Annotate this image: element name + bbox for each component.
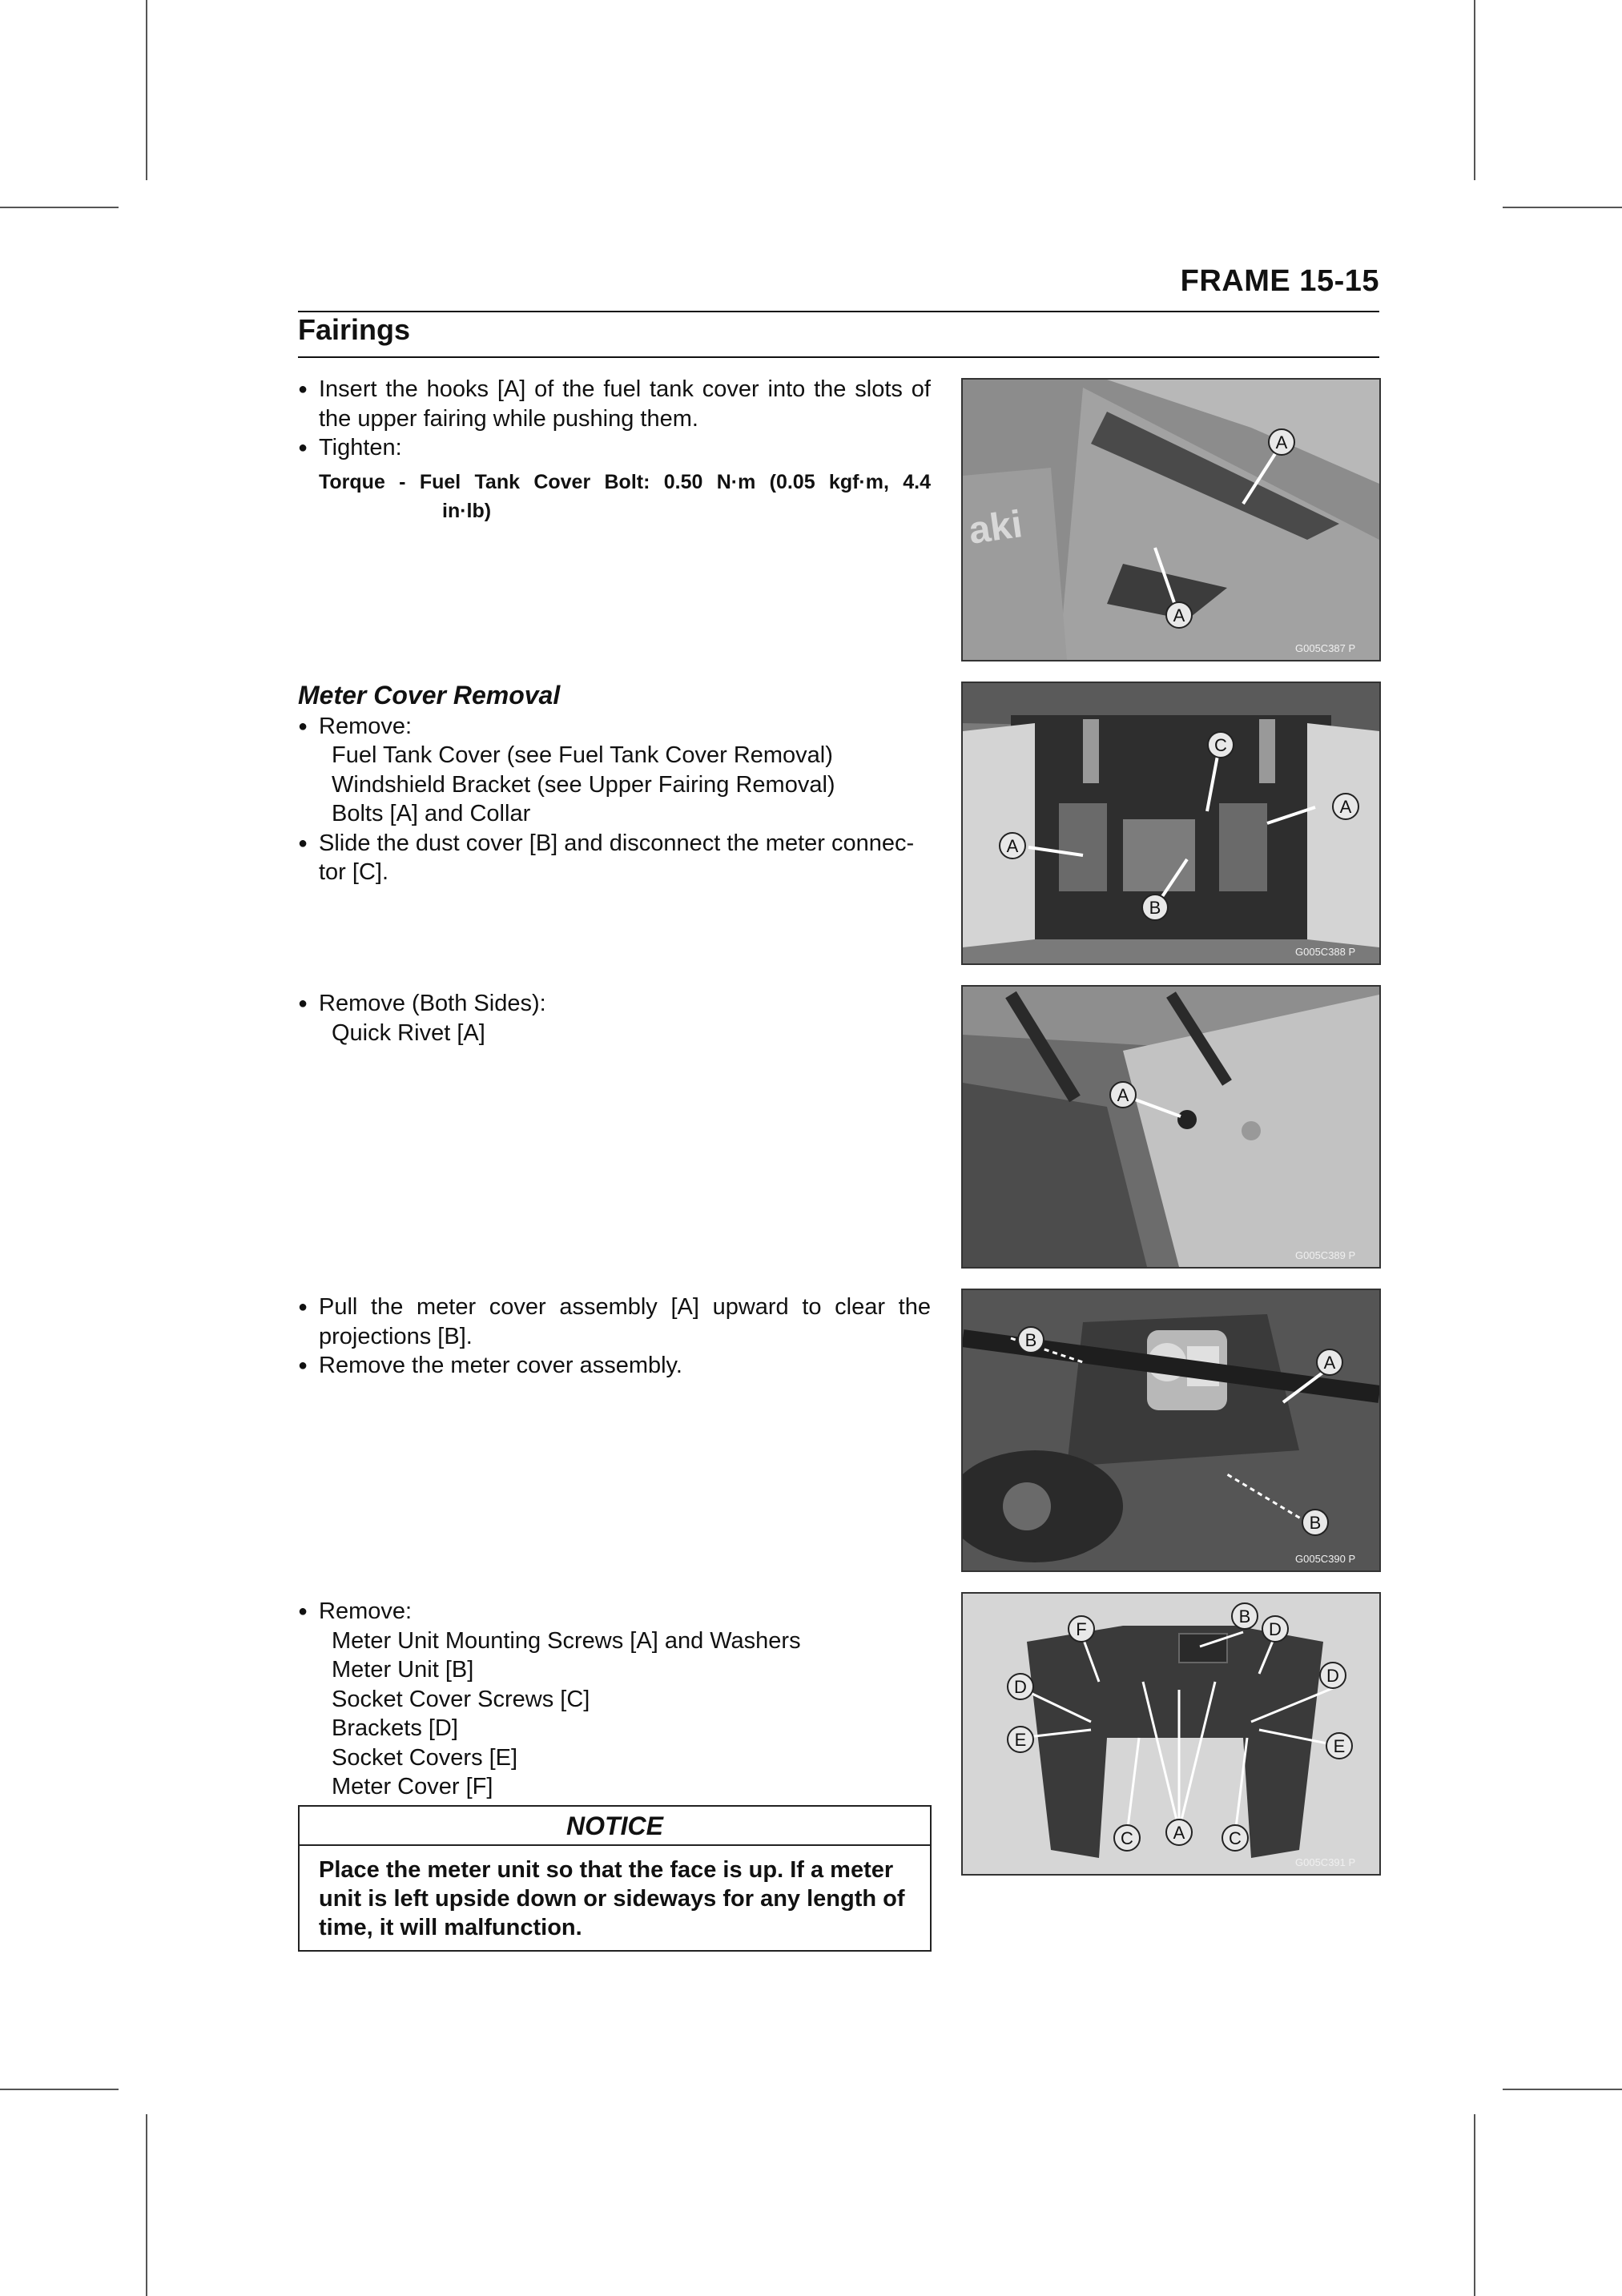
fuel-tank-cover-install-steps — [298, 375, 931, 463]
photo-fuel-tank-cover — [961, 378, 1381, 661]
sub-item: Meter Unit [B] — [332, 1657, 474, 1683]
sub-item: Meter Unit Mounting Screws [A] and Washers — [332, 1627, 801, 1654]
photo-callout: E — [1014, 1730, 1027, 1750]
photo-callout: A — [1339, 797, 1352, 817]
sub-item: Socket Cover Screws [C] — [332, 1686, 590, 1712]
photo-callout: B — [1309, 1513, 1322, 1533]
list-item: ● Tighten: — [298, 433, 931, 463]
photo-quick-rivet — [961, 985, 1381, 1269]
photo-meter-cover-parts — [961, 1592, 1381, 1876]
crop-mark — [1503, 2089, 1622, 2090]
photo-callout: D — [1326, 1666, 1339, 1686]
crop-mark — [0, 207, 119, 208]
photo-code: G005C391 P — [1295, 1856, 1356, 1868]
meter-cover-removal-steps — [298, 681, 931, 887]
meter-unit-removal-steps — [298, 1597, 931, 1802]
section-rule — [298, 356, 1379, 358]
photo-callout: E — [1333, 1736, 1346, 1756]
photo-callout: D — [1014, 1677, 1027, 1697]
svg-text:aki: aki — [966, 503, 1025, 553]
torque-spec-line: in·lb) — [442, 500, 492, 522]
photo-fuel-tank-cover-drawing — [963, 380, 1379, 660]
list-item: ● Remove: — [298, 712, 931, 742]
crop-mark — [0, 2089, 119, 2090]
photo-callout: C — [1214, 735, 1227, 755]
photo-meter-cover-assembly — [961, 1289, 1381, 1572]
photo-callout: D — [1269, 1619, 1282, 1639]
photo-callout: A — [1173, 605, 1185, 625]
crop-mark — [1474, 0, 1475, 180]
photo-callout: B — [1238, 1606, 1251, 1627]
header-rule — [298, 311, 1379, 312]
photo-meter-connector — [961, 682, 1381, 965]
sub-item: Brackets [D] — [332, 1715, 458, 1741]
list-item: ● Remove (Both Sides): — [298, 989, 931, 1019]
torque-spec — [319, 468, 931, 525]
photo-callout: B — [1024, 1330, 1037, 1350]
sub-item: Bolts [A] and Collar — [332, 801, 531, 826]
photo-callout: A — [1323, 1353, 1336, 1373]
sub-item: Meter Cover [F] — [332, 1774, 493, 1799]
photo-callout: A — [1173, 1823, 1185, 1843]
photo-code: G005C388 P — [1295, 946, 1356, 958]
page-number-header: FRAME 15-15 — [1180, 264, 1379, 298]
photo-code: G005C389 P — [1295, 1249, 1356, 1261]
list-item: ● Insert the hooks [A] of the fuel tank cover into the slots of the upper fairing while pushing them. — [298, 375, 931, 433]
photo-callout: A — [1006, 836, 1019, 856]
notice-text: Place the meter unit so that the face is up. If a meter unit is left upside down or sideways for any length of time, it will malfunction. — [319, 1857, 905, 1940]
section-title: Fairings — [298, 313, 411, 346]
meter-cover-assembly-steps — [298, 1293, 931, 1381]
sub-item: Socket Covers [E] — [332, 1744, 518, 1771]
photo-code: G005C387 P — [1295, 642, 1356, 654]
photo-callout: F — [1076, 1619, 1087, 1639]
photo-meter-cover-parts-drawing — [963, 1594, 1379, 1874]
quick-rivet-removal-steps — [298, 989, 931, 1047]
notice-title: NOTICE — [300, 1807, 930, 1846]
list-item: ● Remove the meter cover assembly. — [298, 1351, 931, 1381]
sub-item: Windshield Bracket (see Upper Fairing Removal) — [332, 771, 835, 798]
notice-box — [298, 1805, 932, 1952]
photo-quick-rivet-drawing — [963, 987, 1379, 1267]
photo-callout: B — [1149, 898, 1161, 918]
photo-meter-cover-assembly-drawing — [963, 1290, 1379, 1570]
photo-callout: A — [1117, 1085, 1129, 1105]
list-item: ● Slide the dust cover [B] and disconnect the meter connec-tor [C]. — [298, 829, 931, 887]
crop-mark — [1503, 207, 1622, 208]
list-item: ● Pull the meter cover assembly [A] upward to clear the projections [B]. — [298, 1293, 931, 1351]
list-item: ● Remove: — [298, 1597, 931, 1627]
photo-callout: C — [1121, 1828, 1133, 1848]
photo-callout: A — [1275, 432, 1288, 452]
photo-code: G005C390 P — [1295, 1553, 1356, 1565]
sub-item: Fuel Tank Cover (see Fuel Tank Cover Removal) — [332, 742, 833, 768]
photo-callout: C — [1229, 1828, 1242, 1848]
subsection-title: Meter Cover Removal — [298, 681, 561, 710]
photo-meter-connector-drawing — [963, 683, 1379, 963]
crop-mark — [1474, 2114, 1475, 2296]
crop-mark — [146, 2114, 147, 2296]
torque-spec-line: Torque - Fuel Tank Cover Bolt: 0.50 N·m (0.05 kgf·m, 4.4 — [319, 471, 931, 493]
crop-mark — [146, 0, 147, 180]
sub-item: Quick Rivet [A] — [332, 1019, 485, 1046]
